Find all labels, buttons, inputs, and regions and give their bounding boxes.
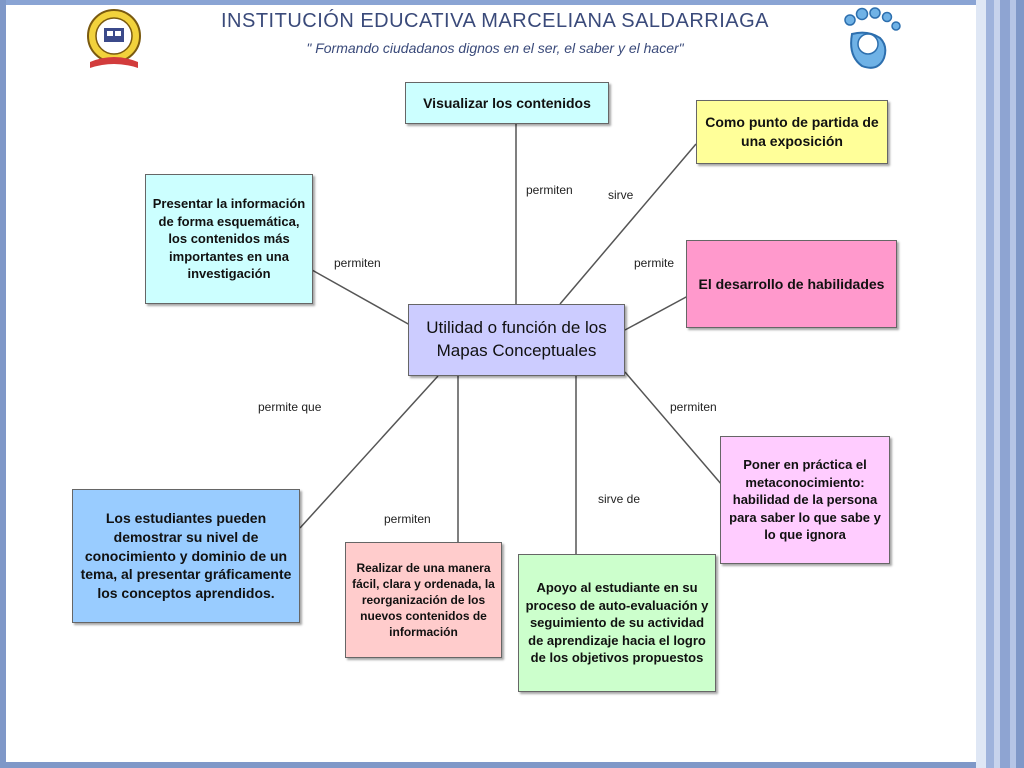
institution-motto: " Formando ciudadanos dignos en el ser, el saber y el hacer" <box>306 40 684 56</box>
institution-title: INSTITUCIÓN EDUCATIVA MARCELIANA SALDARRIAGA <box>220 10 770 32</box>
link-label-habilidades: permite <box>634 256 675 270</box>
node-visualizar: Visualizar los contenidos <box>405 82 609 124</box>
link-line-habilidades <box>625 296 688 330</box>
node-metaconocimiento: Poner en práctica el metaconocimiento: habilidad de la persona para saber lo que sabe y lo que ignora <box>720 436 890 564</box>
node-habilidades: El desarrollo de habilidades <box>686 240 897 328</box>
node-center: Utilidad o función de los Mapas Conceptuales <box>408 304 625 376</box>
link-line-metaconocimiento <box>625 372 722 485</box>
link-label-metaconocimiento: permiten <box>670 400 717 414</box>
node-reorganizacion: Realizar de una manera fácil, clara y ordenada, la reorganización de los nuevos contenidos de información <box>345 542 502 658</box>
node-apoyo: Apoyo al estudiante en su proceso de auto-evaluación y seguimiento de su actividad de aprendizaje hacia el logro de los objetivos propuestos <box>518 554 716 692</box>
link-label-exposicion: sirve <box>608 188 634 202</box>
link-line-estudiantes <box>300 376 438 528</box>
link-label-presentar: permiten <box>334 256 381 270</box>
link-line-presentar <box>312 270 410 325</box>
link-line-exposicion <box>560 144 696 304</box>
node-presentar: Presentar la información de forma esquemática, los contenidos más importantes en una investigación <box>145 174 313 304</box>
node-estudiantes: Los estudiantes pueden demostrar su nivel de conocimiento y dominio de un tema, al presentar gráficamente los conceptos aprendidos. <box>72 489 300 623</box>
link-label-visualizar: permiten <box>526 183 573 197</box>
link-label-estudiantes: permite que <box>258 400 322 414</box>
node-exposicion: Como punto de partida de una exposición <box>696 100 888 164</box>
link-label-apoyo: sirve de <box>598 492 641 506</box>
link-label-reorganizacion: permiten <box>384 512 431 526</box>
